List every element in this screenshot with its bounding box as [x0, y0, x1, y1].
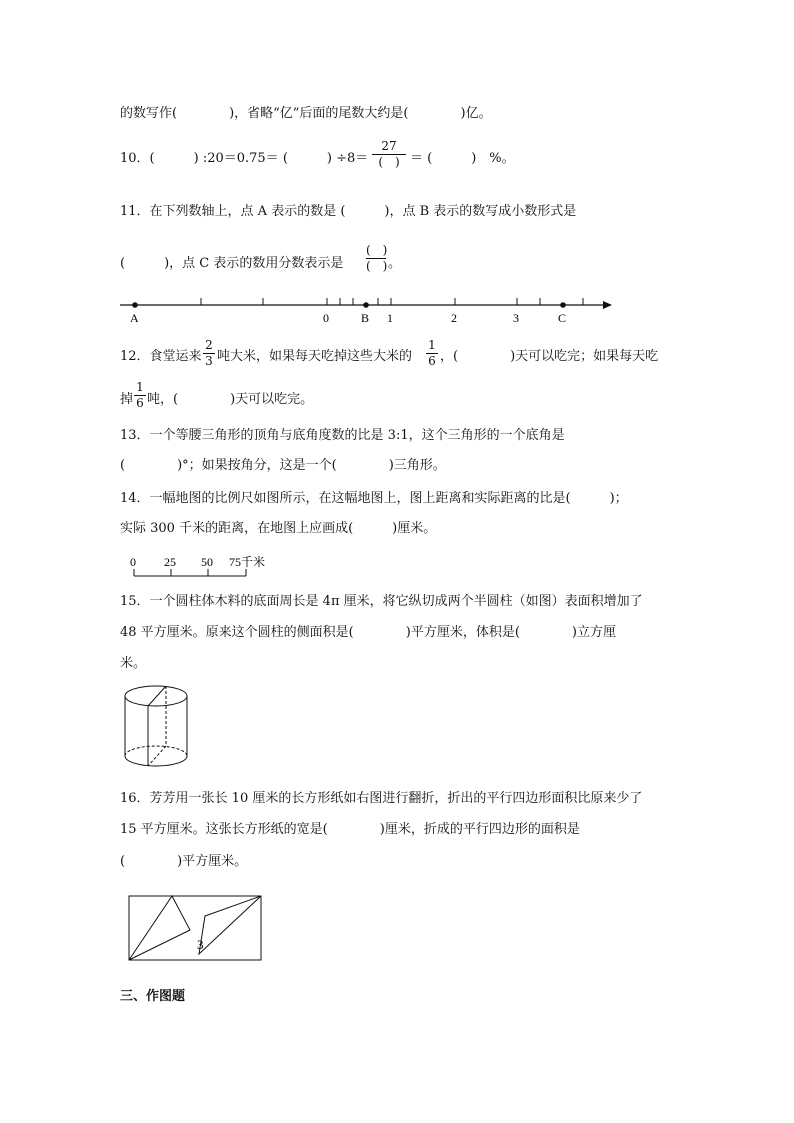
scale-label-0: 0 — [130, 555, 136, 569]
q14-text-line1: 14．一幅地图的比例尺如图所示，在这幅地图上，图上距离和实际距离的比是( )； — [120, 491, 628, 506]
folded-rectangle-figure — [124, 892, 274, 964]
scale-label-75km: 75千米 — [229, 555, 266, 569]
cylinder-top-ellipse — [125, 686, 187, 706]
q11-fraction-denominator: ( ) — [366, 259, 388, 273]
q12-fraction-denominator: 6 — [428, 354, 436, 368]
point-a-label: A — [130, 311, 139, 325]
scale-label-25: 25 — [164, 555, 176, 569]
number-line-figure — [0, 294, 794, 334]
point-c-label: C — [558, 311, 567, 325]
q14-text-line2: 实际 300 千米的距离，在地图上应画成( )厘米。 — [120, 521, 437, 536]
q12-fraction-denominator: 3 — [205, 354, 213, 368]
right-fold-triangle — [199, 896, 261, 954]
q16-text-line3: ( )平方厘米。 — [120, 854, 248, 869]
tick-label-2: 2 — [451, 311, 457, 325]
q12-text-part2: 吨大米，如果每天吃掉这些大米的 — [217, 349, 413, 364]
q15-text-line2: 48 平方厘米。原来这个圆柱的侧面积是( )平方厘米，体积是( )立方厘 — [120, 625, 616, 640]
cut-line-bottom — [148, 746, 166, 766]
q10-fraction-denominator: ( ) — [378, 155, 400, 169]
q12-text-part1: 12．食堂运来 — [120, 349, 202, 364]
cylinder-figure — [118, 680, 208, 770]
number-line-arrow — [603, 301, 612, 309]
q12-fraction-denominator: 6 — [136, 396, 144, 410]
tick-label-3: 3 — [513, 311, 519, 325]
q11-fraction — [366, 244, 386, 273]
q13-text-line1: 13．一个等腰三角形的顶角与底角度数的比是 3:1，这个三角形的一个底角是 — [120, 428, 565, 443]
q11-text-line1: 11．在下列数轴上，点 A 表示的数是 ( )，点 B 表示的数写成小数形式是 — [120, 204, 577, 219]
tick-label-1: 1 — [387, 311, 393, 325]
point-b-dot — [363, 302, 369, 308]
q16-text-line2: 15 平方厘米。这张长方形纸的宽是( )厘米，折成的平行四边形的面积是 — [120, 822, 580, 837]
q11-text-line2: ( )，点 C 表示的数用分数表示是 — [120, 256, 344, 271]
q10-fraction — [372, 140, 406, 169]
q12-fraction-one-sixth — [426, 339, 438, 368]
point-a-dot — [132, 302, 138, 308]
q12-fraction-numerator: 1 — [428, 338, 436, 352]
q12-text-part3: ，( )天可以吃完；如果每天吃 — [440, 349, 659, 364]
text-line-numbers-write — [120, 106, 492, 122]
q12-fraction-numerator: 1 — [136, 380, 144, 394]
line-0-text: 的数写作( )，省略“亿”后面的尾数大约是( )亿。 — [120, 106, 492, 121]
point-c-dot — [560, 302, 566, 308]
q12-fraction-one-sixth-ton — [134, 381, 146, 410]
tick-label-0: 0 — [323, 311, 329, 325]
cylinder-bottom-back — [125, 746, 187, 756]
q13-text-line2: ( )°；如果按角分，这是一个( )三角形。 — [120, 458, 446, 473]
section-heading-drawing: 三、作图题 — [120, 989, 186, 1004]
q12-fraction-two-thirds — [203, 339, 215, 368]
left-fold-triangle — [129, 896, 190, 960]
q11-text-end: 。 — [388, 256, 402, 271]
q15-text-line1: 15．一个圆柱体木料的底面周长是 4π 厘米，将它纵切成两个半圆柱（如图）表面积增加了 — [120, 594, 643, 609]
point-b-label: B — [361, 311, 370, 325]
q15-text-line3: 米。 — [120, 656, 147, 671]
q11-fraction-numerator: ( ) — [366, 243, 388, 257]
fold-figure-label: 3 — [197, 937, 204, 952]
q12-fraction-numerator: 2 — [205, 338, 213, 352]
q12-text-part5: 吨，( )天可以吃完。 — [147, 392, 314, 407]
q10-fraction-numerator: 27 — [381, 139, 397, 153]
q16-text-line1: 16．芳芳用一张长 10 厘米的长方形纸如右图进行翻折，折出的平行四边形面积比原来少了 — [120, 791, 643, 806]
scale-bar-figure — [120, 552, 300, 586]
q12-text-part4: 掉 — [120, 392, 134, 407]
q10-text-part2: ＝ ( ) %。 — [410, 151, 515, 166]
q10-text-part1: 10．( ) :20＝0.75＝ ( ) ÷8＝ — [120, 151, 369, 166]
scale-label-50: 50 — [201, 555, 213, 569]
cut-line-top — [148, 686, 166, 706]
